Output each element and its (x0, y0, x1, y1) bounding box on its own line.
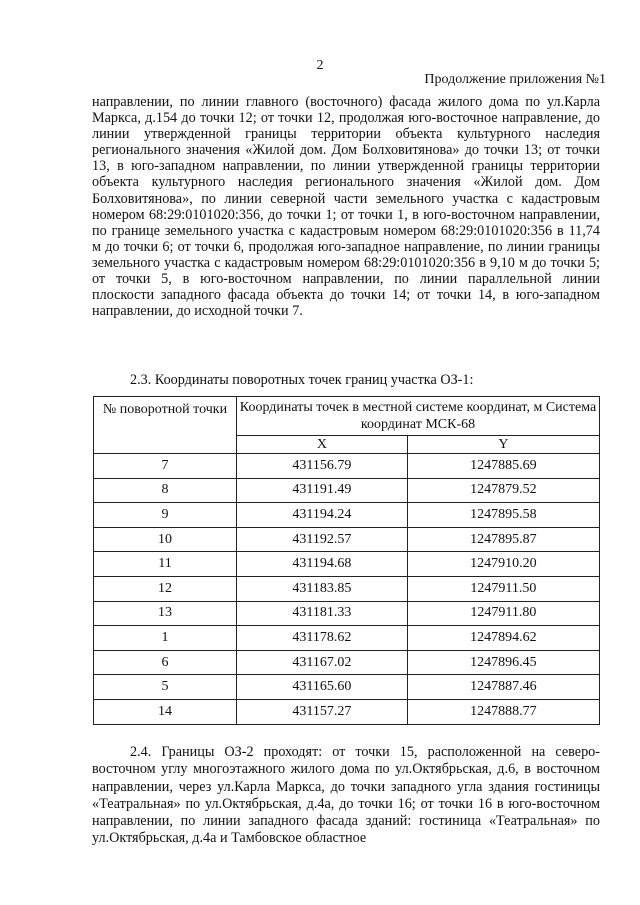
header-coordinates: Координаты точек в местной системе координат, м Система координат МСК-68 (237, 397, 600, 436)
y-coordinate-cell: 1247895.87 (407, 527, 599, 552)
coordinates-table-body (94, 454, 600, 725)
appendix-note: Продолжение приложения №1 (424, 72, 606, 87)
y-coordinate-cell: 1247879.52 (407, 478, 599, 503)
table-row (94, 527, 600, 552)
y-coordinate-cell: 1247896.45 (407, 650, 599, 675)
y-coordinate-cell: 1247911.50 (407, 576, 599, 601)
header-y: Y (407, 436, 599, 454)
y-coordinate-cell: 1247910.20 (407, 552, 599, 577)
point-number-cell: 7 (94, 454, 237, 479)
table-row (94, 675, 600, 700)
section-2-3-heading: 2.3. Координаты поворотных точек границ участка ОЗ-1: (130, 372, 474, 388)
point-number-cell: 14 (94, 699, 237, 724)
x-coordinate-cell: 431156.79 (237, 454, 408, 479)
x-coordinate-cell: 431167.02 (237, 650, 408, 675)
y-coordinate-cell: 1247888.77 (407, 699, 599, 724)
point-number-cell: 8 (94, 478, 237, 503)
point-number-cell: 12 (94, 576, 237, 601)
y-coordinate-cell: 1247887.46 (407, 675, 599, 700)
table-row (94, 454, 600, 479)
section-2-4-paragraph: 2.4. Границы ОЗ-2 проходят: от точки 15, расположенной на северо-восточном углу многоэтажного жилого дома по ул.Октябрьская, д.6, в восточном направлении, через ул.Карла Маркса, до точки западного угла здания гостиницы «Театральная» по ул.Октябрьская, д.4а, до точки 16; от точки 16 в юго-восточном направлении, по линии западного фасада зданий: гостиница «Театральная» по ул.Октябрьская, д.4а и Тамбовское областное (92, 744, 600, 847)
y-coordinate-cell: 1247885.69 (407, 454, 599, 479)
point-number-cell: 13 (94, 601, 237, 626)
header-x: X (237, 436, 408, 454)
point-number-cell: 10 (94, 527, 237, 552)
table-row (94, 699, 600, 724)
page-number: 2 (316, 58, 324, 73)
header-point-number: № поворотной точки (94, 397, 237, 454)
x-coordinate-cell: 431191.49 (237, 478, 408, 503)
point-number-cell: 6 (94, 650, 237, 675)
x-coordinate-cell: 431165.60 (237, 675, 408, 700)
table-row (94, 576, 600, 601)
point-number-cell: 1 (94, 626, 237, 651)
y-coordinate-cell: 1247894.62 (407, 626, 599, 651)
x-coordinate-cell: 431183.85 (237, 576, 408, 601)
boundary-description-paragraph: направлении, по линии главного (восточного) фасада жилого дома по ул.Карла Маркса, д.154 до точки 12; от точки 12, продолжая юго-восточное направление, до линии утвержденной границы территории объекта культурного наследия регионального значения «Жилой дом. Дом Болховитянова» до точки 13; от точки 13, в юго-западном направлении, по линии утвержденной границы территории объекта культурного наследия регионального значения «Жилой дом. Дом Болховитянова», по линии северной части земельного участка с кадастровым номером 68:29:0101020:356, до точки 1; от точки 1, в юго-восточном направлении, по границе земельного участка с кадастровым номером 68:29:0101020:356 в 11,74 м до точки 6; от точки 6, продолжая юго-западное направление, по линии границы земельного участка с кадастровым номером 68:29:0101020:356 в 9,10 м до точки 5; от точки 5, в юго-восточном направлении, по линии параллельной линии плоскости западного фасада объекта до точки 14; от точки 14, в юго-западном направлении, до исходной точки 7. (92, 94, 600, 320)
coordinates-table (93, 396, 600, 725)
table-row (94, 601, 600, 626)
x-coordinate-cell: 431194.68 (237, 552, 408, 577)
x-coordinate-cell: 431178.62 (237, 626, 408, 651)
y-coordinate-cell: 1247895.58 (407, 503, 599, 528)
table-row (94, 650, 600, 675)
table-row (94, 503, 600, 528)
x-coordinate-cell: 431192.57 (237, 527, 408, 552)
x-coordinate-cell: 431194.24 (237, 503, 408, 528)
y-coordinate-cell: 1247911.80 (407, 601, 599, 626)
table-row (94, 552, 600, 577)
point-number-cell: 11 (94, 552, 237, 577)
table-row (94, 626, 600, 651)
x-coordinate-cell: 431181.33 (237, 601, 408, 626)
x-coordinate-cell: 431157.27 (237, 699, 408, 724)
point-number-cell: 5 (94, 675, 237, 700)
point-number-cell: 9 (94, 503, 237, 528)
table-row (94, 478, 600, 503)
